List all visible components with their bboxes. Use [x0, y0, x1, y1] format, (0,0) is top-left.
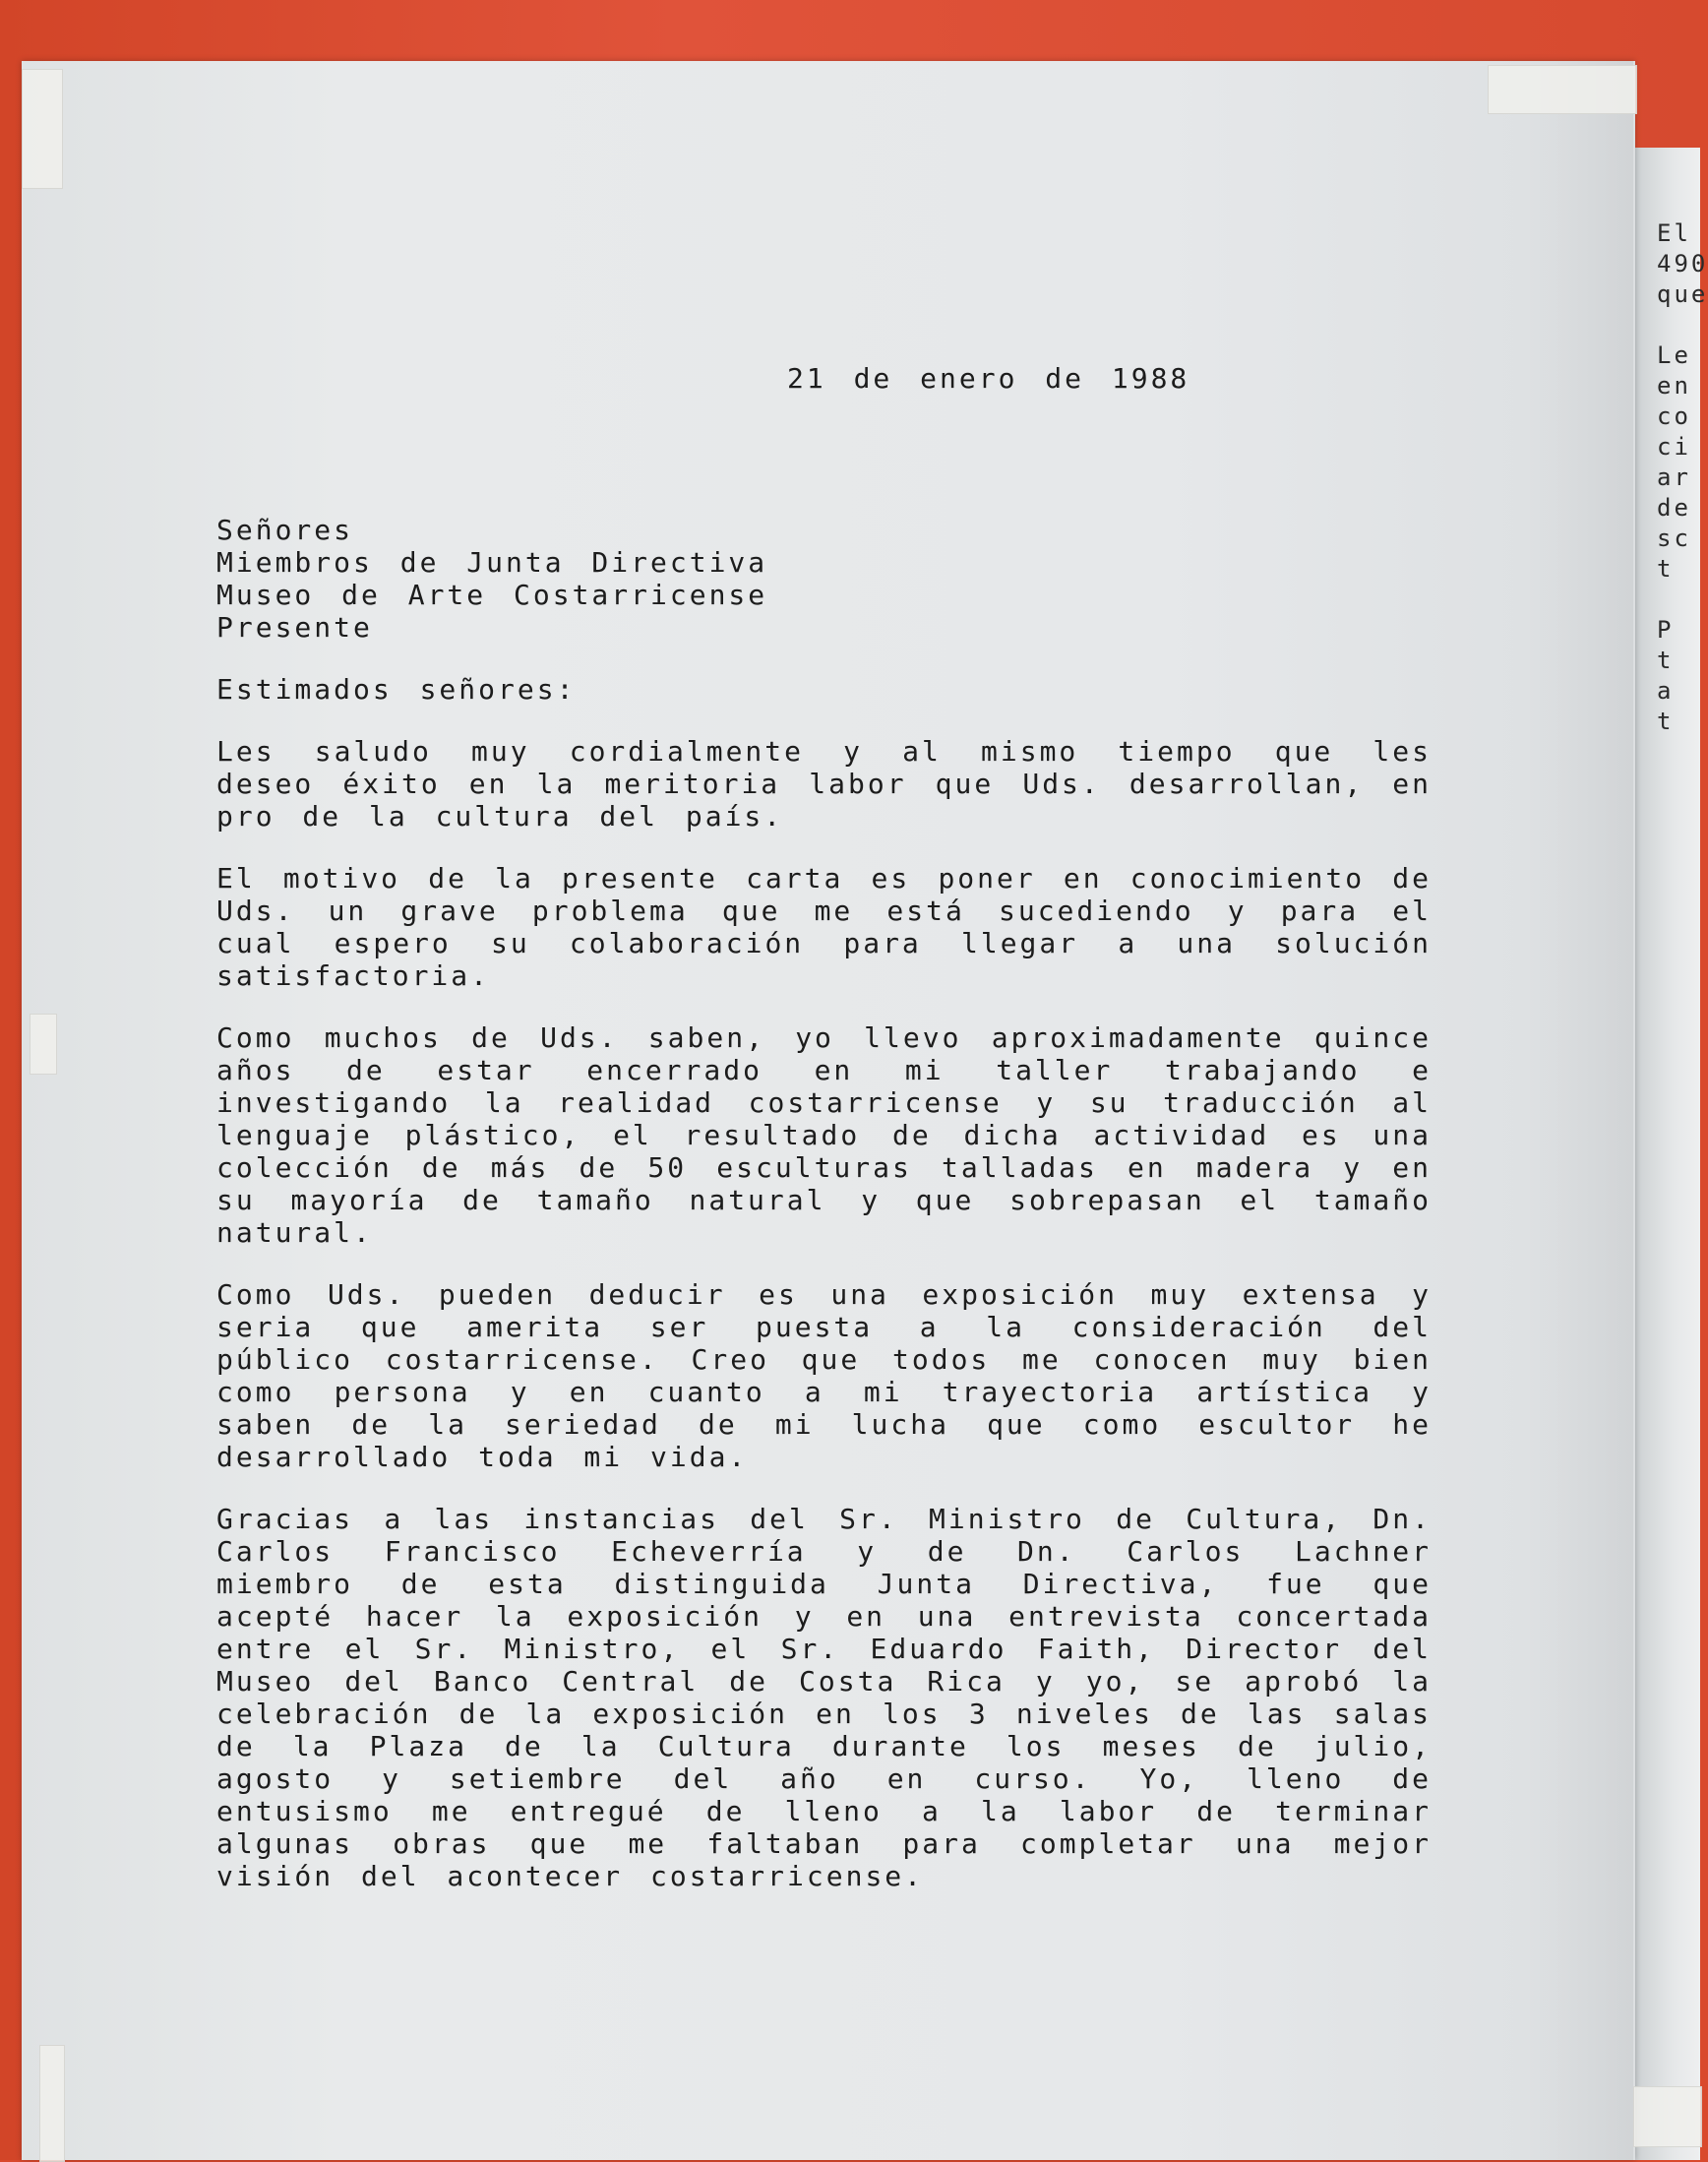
tape-top-left	[22, 69, 63, 189]
tape-top-right	[1488, 65, 1637, 114]
fragment: en	[1657, 372, 1691, 400]
recipient-line: Museo de Arte Costarricense	[216, 579, 768, 611]
tape-mid-left	[30, 1014, 57, 1075]
letter-date: 21 de enero de 1988	[787, 362, 1190, 395]
fragment: El	[1657, 219, 1691, 247]
fragment: ar	[1657, 463, 1691, 491]
fragment: que	[1657, 280, 1708, 308]
fragment: P	[1657, 616, 1675, 644]
fragment: sc	[1657, 525, 1691, 552]
paragraph: Gracias a las instancias del Sr. Ministro de Cultura, Dn. Carlos Francisco Echeverría y de Dn. Carlos Lachner miembro de esta distinguida Junta Directiva, fue que acepté hacer la exposición y en una entrevista concertada entre el Sr. Ministro, el Sr. Eduardo Faith, Director del Museo del Banco Central de Costa Rica y yo, se aprobó la celebración de la exposición en los 3 niveles de las salas de la Plaza de la Cultura durante los meses de julio, agosto y setiembre del año en curso. Yo, lleno de entusismo me entregué de lleno a la labor de terminar algunas obras que me faltaban para completar una mejor visión del acontecer costarricense.	[216, 1503, 1432, 1892]
recipient-block	[216, 514, 1432, 644]
tape-bottom-left	[39, 2045, 65, 2162]
fragment: co	[1657, 402, 1691, 430]
fragment: Le	[1657, 341, 1691, 369]
paragraph: El motivo de la presente carta es poner en conocimiento de Uds. un grave problema que me está sucediendo y para el cual espero su colaboración para llegar a una solución satisfactoria.	[216, 862, 1432, 992]
fragment: t	[1657, 708, 1675, 735]
fragment: a	[1657, 677, 1675, 705]
recipient-line: Señores	[216, 514, 354, 546]
paragraph: Como Uds. pueden deducir es una exposición muy extensa y seria que amerita ser puesta a la consideración del público costarricense. Creo que todos me conocen muy bien como persona y en cuanto a mi trayectoria artística y saben de la seriedad de mi lucha que como escultor he desarrollado toda mi vida.	[216, 1278, 1432, 1473]
recipient-line: Presente	[216, 611, 373, 644]
salutation: Estimados señores:	[216, 673, 577, 706]
sheet-shading	[1525, 61, 1633, 2160]
fragment: 490	[1657, 250, 1708, 278]
recipient-line: Miembros de Junta Directiva	[216, 546, 768, 579]
letter-body	[216, 354, 1432, 1892]
fragment: t	[1657, 647, 1675, 674]
paragraph: Les saludo muy cordialmente y al mismo tiempo que les deseo éxito en la meritoria labor que Uds. desarrollan, en pro de la cultura del país.	[216, 735, 1432, 833]
underlying-page-text	[1657, 218, 1708, 737]
fragment: de	[1657, 494, 1691, 522]
fragment: ci	[1657, 433, 1691, 461]
tape-bottom-right	[1633, 2086, 1702, 2147]
fragment: t	[1657, 555, 1675, 583]
paragraph: Como muchos de Uds. saben, yo llevo aproximadamente quince años de estar encerrado en mi taller trabajando e investigando la realidad costarricense y su traducción al lenguaje plástico, el resultado de dicha actividad es una colección de más de 50 esculturas talladas en madera y en su mayoría de tamaño natural y que sobrepasan el tamaño natural.	[216, 1021, 1432, 1249]
